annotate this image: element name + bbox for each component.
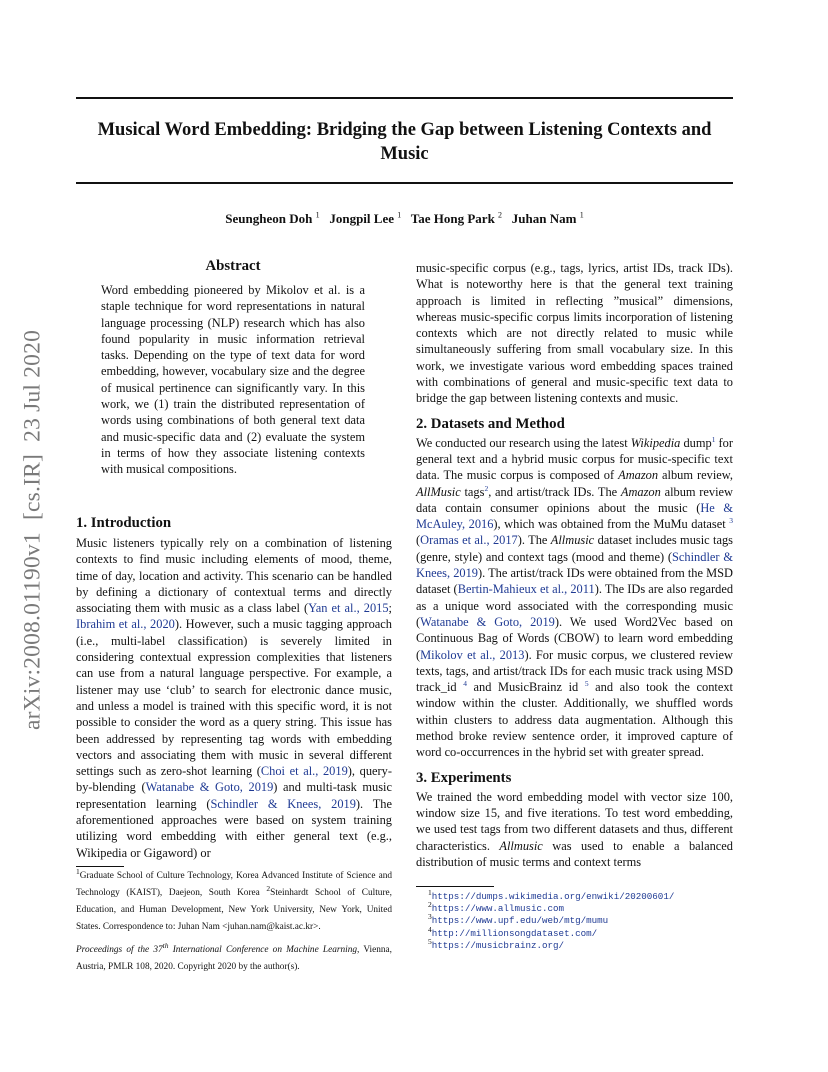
text-run: ), query-by-blending ( — [76, 764, 392, 795]
ordinal-suffix: th — [162, 940, 169, 950]
url-footnote — [428, 936, 733, 952]
citation-link[interactable]: Yan et al., 2015 — [308, 601, 389, 616]
title-bottom-rule — [76, 182, 733, 184]
proceedings-text: International Conference on Machine Learning — [168, 945, 358, 955]
experiments-heading: 3. Experiments — [416, 769, 512, 786]
author-affiliation-mark: 1 — [579, 210, 584, 220]
author-list — [76, 211, 733, 227]
abstract-section — [101, 257, 365, 478]
text-run: dataset includes music tags (genre, style) and context tags (mood and theme) ( — [416, 533, 734, 564]
footnote-number: 2 — [428, 900, 432, 910]
citation-link[interactable]: Mikolov et al., 2013 — [420, 647, 525, 662]
text-run: and MusicBrainz id — [466, 680, 585, 695]
text-run: ). However, such a music tagging approach (i.e., multi-label classification) is severely limited in considering contextual expression complexities that listeners can use from a natural language perspective. For example, a listener may use ‘club’ to search for electronic dance music, and unless a model is trained with this specific word, it is not possible to consider the word as a query string. This issue has been addressed by representing tag words with embedding vectors and associating them with music in several different settings such as zero-shot learning ( — [76, 617, 392, 779]
right-footnote-rule — [416, 886, 494, 887]
abstract-heading: Abstract — [205, 258, 261, 274]
top-rule — [76, 97, 733, 99]
author-affiliation-mark: 2 — [498, 210, 503, 220]
proceedings-text: Proceedings of the 37 — [76, 945, 163, 955]
citation-link[interactable]: He & McAuley, 2016 — [416, 500, 733, 532]
text-run: ( — [416, 533, 421, 548]
text-run: album review data contain consumer opinions about the music ( — [416, 484, 733, 515]
abstract-text: Word embedding pioneered by Mikolov et al. is a staple technique for word representations in natural language processing (NLP) research which has also found popularity in music information retrieval tasks. Depending on the type of text data for word embedding, however, vocabulary size and the degree of musical pertinence can significantly vary. In this work, we (1) train the distributed representation of words using combinations of both general text data and music-specific data and (2) evaluate the system in terms of how they associate listening contexts with musical compositions. — [101, 283, 365, 477]
text-run: album review, — [658, 468, 734, 483]
footnote-number: 1 — [428, 887, 432, 897]
text-run: dump — [680, 435, 712, 450]
footnote-number: 4 — [428, 924, 432, 934]
text-run: We trained the word embedding model with vector size 100, window size 15, and five iterations. To test word embedding, we used test tags from two different datasets and thus, different characteristics. — [416, 789, 733, 853]
citation-link[interactable]: Schindler & Knees, 2019 — [416, 549, 733, 581]
author-name: Juhan Nam — [511, 211, 577, 226]
text-run: ). The IDs are also regarded as a unique word associated with the corresponding music ( — [416, 582, 734, 629]
text-run: ). The artist/track IDs were obtained from the MSD dataset ( — [416, 566, 733, 597]
text-run: ). The aforementioned approaches were based on system training utilizing word embedding with either general text (e.g., Wikipedia or Gigaword) or — [76, 796, 392, 860]
citation-link[interactable]: Oramas et al., 2017 — [420, 533, 518, 548]
italic-term: Allmusic — [550, 533, 595, 548]
author-name: Jongpil Lee — [329, 211, 394, 226]
datasets-heading: 2. Datasets and Method — [416, 415, 565, 432]
url-footnote — [428, 924, 733, 940]
author-affiliation-mark: 1 — [397, 210, 402, 220]
affiliation-text: Graduate School of Culture Technology, Korea Advanced Institute of Science and Technology (KAIST), Daejeon, South Korea — [76, 871, 392, 898]
text-run: and also took the context window within the cluster. Additionally, we shuffled words within clusters to address data augmentation. Although this method broke review sentence order, it improved capture of word co-occurrences in the hybrid set with greater spread. — [416, 680, 733, 760]
footnote-ref[interactable]: 4 — [463, 679, 467, 688]
footnote-url-link[interactable]: https://www.upf.edu/web/mtg/mumu — [431, 915, 609, 927]
text-run: ) and multi-task music representation learning ( — [76, 780, 392, 811]
arxiv-stamp-text: arXiv:2008.01190v1 [cs.IR] 23 Jul 2020 — [19, 329, 46, 731]
footnote-ref[interactable]: 1 — [711, 434, 716, 444]
proceedings-note — [76, 942, 392, 976]
footnote-ref[interactable]: 5 — [584, 679, 589, 688]
footnote-mark: 1 — [76, 866, 80, 876]
footnote-url-link[interactable]: https://dumps.wikimedia.org/enwiki/20200601/ — [431, 891, 675, 902]
introduction-paragraph — [76, 535, 392, 861]
italic-term: Wikipedia — [630, 435, 681, 450]
text-run: ; — [388, 601, 392, 616]
footnote-number: 5 — [428, 936, 432, 946]
italic-term: AllMusic — [416, 484, 461, 499]
italic-term: Amazon — [618, 468, 659, 483]
citation-link[interactable]: Watanabe & Goto, 2019 — [420, 614, 555, 629]
text-run: We conducted our research using the latest — [416, 435, 631, 450]
citation-link[interactable]: Choi et al., 2019 — [260, 764, 348, 779]
author-name: Tae Hong Park — [410, 211, 495, 226]
text-run: ), which was obtained from the MuMu dataset — [493, 517, 730, 532]
author-name: Seungheon Doh — [225, 211, 313, 226]
arxiv-watermark — [4, 300, 62, 760]
url-footnote — [428, 887, 733, 903]
citation-link[interactable]: Ibrahim et al., 2020 — [76, 617, 175, 632]
footnote-url-link[interactable]: http://millionsongdataset.com/ — [431, 927, 598, 939]
text-run: tags — [460, 484, 485, 499]
text-run: was used to enable a balanced distribution of music terms and context terms — [416, 838, 733, 869]
text-run: ). For music corpus, we clustered review texts, tags, and artist/track IDs for each music track using MSD track_id — [416, 647, 733, 695]
url-footnotes — [428, 887, 733, 952]
citation-link[interactable]: Watanabe & Goto, 2019 — [145, 780, 274, 795]
text-run: ). The — [517, 533, 551, 548]
italic-term: Allmusic — [499, 838, 543, 853]
url-footnote — [428, 900, 733, 915]
text-run: , and artist/track IDs. The — [488, 484, 621, 499]
footnote-url-link[interactable]: https://musicbrainz.org/ — [431, 939, 565, 951]
paper-title: Musical Word Embedding: Bridging the Gap between Listening Contexts and Music — [97, 120, 712, 164]
footnote-number: 3 — [428, 912, 432, 922]
introduction-heading: 1. Introduction — [76, 515, 172, 531]
left-footnote-rule — [76, 866, 124, 867]
affiliation-text: Steinhardt School of Culture, Education, and Human Development, New York University, New York, United States. Correspondence to: Juhan Nam <juhan.nam@kaist.ac.kr>. — [76, 888, 392, 932]
datasets-paragraph — [416, 435, 733, 761]
italic-term: Amazon — [620, 484, 661, 499]
experiments-paragraph — [416, 789, 733, 870]
footnote-url-link[interactable]: https://www.allmusic.com — [431, 903, 565, 915]
proceedings-text: , Vienna, Austria, PMLR 108, 2020. Copyright 2020 by the author(s). — [76, 945, 392, 972]
footnote-ref[interactable]: 2 — [484, 483, 489, 493]
footnote-ref[interactable]: 3 — [729, 516, 733, 526]
introduction-section — [76, 514, 392, 861]
footnote-mark: 2 — [266, 883, 271, 893]
citation-link[interactable]: Bertin-Mahieux et al., 2011 — [457, 582, 595, 597]
right-column — [416, 260, 733, 870]
text-run: ). We used Word2Vec based on Continuous Bag of Words (CBOW) to learn word embedding ( — [416, 614, 733, 662]
citation-link[interactable]: Schindler & Knees, 2019 — [210, 796, 356, 811]
author-affiliation-mark: 1 — [315, 210, 320, 220]
text-run: for general text and a hybrid music corpus for music-specific text data. The music corpus is composed of — [416, 435, 734, 483]
text-run: Music listeners typically rely on a combination of listening contexts to find music including elements of mood, theme, time of day, location and activity. This scenario can be handled by defining a dictionary of contextual terms and directly associating them with music as a class label ( — [76, 536, 392, 616]
introduction-continuation: music-specific corpus (e.g., tags, lyrics, artist IDs, track IDs). What is noteworthy here is that the general text training approach is limited in reflecting ”musical” dimensions, whereas music-specific corpus limits incorporation of listening contexts which are not directly related to music while simultaneously suffering from small vocabulary size. In this work, we investigate various word embedding spaces trained with combinations of general and music-specific text data to bridge the gap between listening contexts and music. — [416, 261, 733, 406]
affiliation-footnote — [76, 868, 392, 936]
url-footnote — [428, 912, 733, 927]
